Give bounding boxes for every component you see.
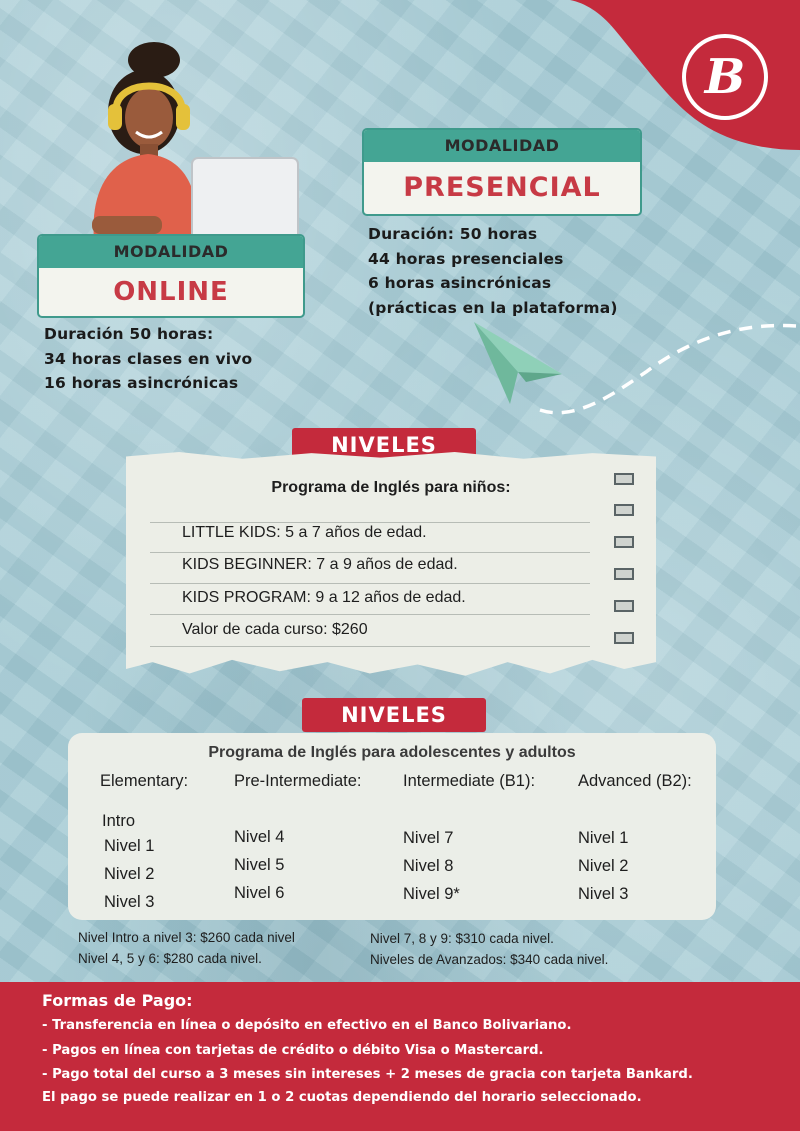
- payment-title: Formas de Pago:: [42, 991, 193, 1010]
- presencial-detail: 44 horas presenciales: [368, 249, 564, 268]
- column-header-elementary: Elementary:: [100, 772, 189, 790]
- divider: [150, 646, 590, 647]
- level-item: Nivel 2: [104, 865, 155, 883]
- divider: [150, 583, 590, 584]
- kids-program-row: KIDS PROGRAM: 9 a 12 años de edad.: [182, 589, 466, 606]
- kids-levels-banner: NIVELES: [292, 428, 476, 462]
- price-note: Nivel 4, 5 y 6: $280 cada nivel.: [78, 951, 262, 966]
- level-item: Nivel 3: [578, 885, 629, 903]
- online-modality-title: ONLINE: [113, 277, 229, 307]
- checkbox-icon: [614, 600, 634, 612]
- level-item: Nivel 7: [403, 829, 454, 847]
- checkbox-icon: [614, 473, 634, 485]
- divider: [150, 552, 590, 553]
- level-item: Nivel 3: [104, 893, 155, 911]
- checkbox-icon: [614, 632, 634, 644]
- kids-program-row: Valor de cada curso: $260: [182, 621, 368, 638]
- payment-line: - Pagos en línea con tarjetas de crédito o débito Visa o Mastercard.: [42, 1043, 544, 1058]
- online-modality-card: [37, 234, 305, 318]
- adult-levels-banner: NIVELES: [302, 698, 486, 732]
- paper-plane-icon: [466, 312, 800, 422]
- level-item: Nivel 6: [234, 884, 285, 902]
- presencial-detail: (prácticas en la plataforma): [368, 298, 618, 317]
- presencial-detail: 6 horas asincrónicas: [368, 274, 552, 292]
- online-detail: Duración 50 horas:: [44, 325, 214, 343]
- payment-line: - Transferencia en línea o depósito en efectivo en el Banco Bolivariano.: [42, 1018, 572, 1033]
- student-photo: [64, 40, 304, 240]
- kids-program-title: Programa de Inglés para niños:: [271, 479, 511, 496]
- online-details: [44, 322, 252, 396]
- level-item: Nivel 2: [578, 857, 629, 875]
- checkbox-icon: [614, 536, 634, 548]
- level-item: Intro: [102, 812, 136, 830]
- price-note: Niveles de Avanzados: $340 cada nivel.: [370, 952, 609, 967]
- column-header-pre-intermediate: Pre-Intermediate:: [234, 772, 362, 790]
- level-item: Nivel 1: [578, 829, 629, 847]
- price-note: Nivel 7, 8 y 9: $310 cada nivel.: [370, 931, 554, 946]
- brand-logo: [682, 34, 768, 120]
- online-detail: 34 horas clases en vivo: [44, 349, 253, 368]
- divider: [150, 522, 590, 523]
- column-header-intermediate: Intermediate (B1):: [403, 772, 536, 790]
- level-item: Nivel 9*: [403, 885, 460, 903]
- kids-program-row: LITTLE KIDS: 5 a 7 años de edad.: [182, 524, 427, 541]
- checkbox-icon: [614, 568, 634, 580]
- online-modality-label: MODALIDAD: [39, 236, 303, 268]
- presencial-detail: Duración: 50 horas: [368, 225, 538, 243]
- level-item: Nivel 4: [234, 828, 285, 846]
- kids-program-row: KIDS BEGINNER: 7 a 9 años de edad.: [182, 556, 458, 573]
- adult-program-title: Programa de Inglés para adolescentes y adultos: [208, 744, 576, 761]
- divider: [150, 614, 590, 615]
- presencial-modality-card: [362, 128, 642, 216]
- payment-line: - Pago total del curso a 3 meses sin intereses + 2 meses de gracia con tarjeta Bankard.: [42, 1067, 693, 1082]
- presencial-modality-label: MODALIDAD: [364, 130, 640, 162]
- presencial-details: [368, 222, 618, 320]
- level-item: Nivel 5: [234, 856, 285, 874]
- price-note: Nivel Intro a nivel 3: $260 cada nivel: [78, 930, 295, 945]
- brand-logo-letter: B: [704, 49, 746, 105]
- column-header-advanced: Advanced (B2):: [578, 772, 692, 790]
- checkbox-icon: [614, 504, 634, 516]
- online-detail: 16 horas asincrónicas: [44, 374, 239, 392]
- presencial-modality-title: PRESENCIAL: [403, 172, 601, 203]
- level-item: Nivel 1: [104, 837, 155, 855]
- payment-line: El pago se puede realizar en 1 o 2 cuotas dependiendo del horario seleccionado.: [42, 1090, 642, 1105]
- level-item: Nivel 8: [403, 857, 454, 875]
